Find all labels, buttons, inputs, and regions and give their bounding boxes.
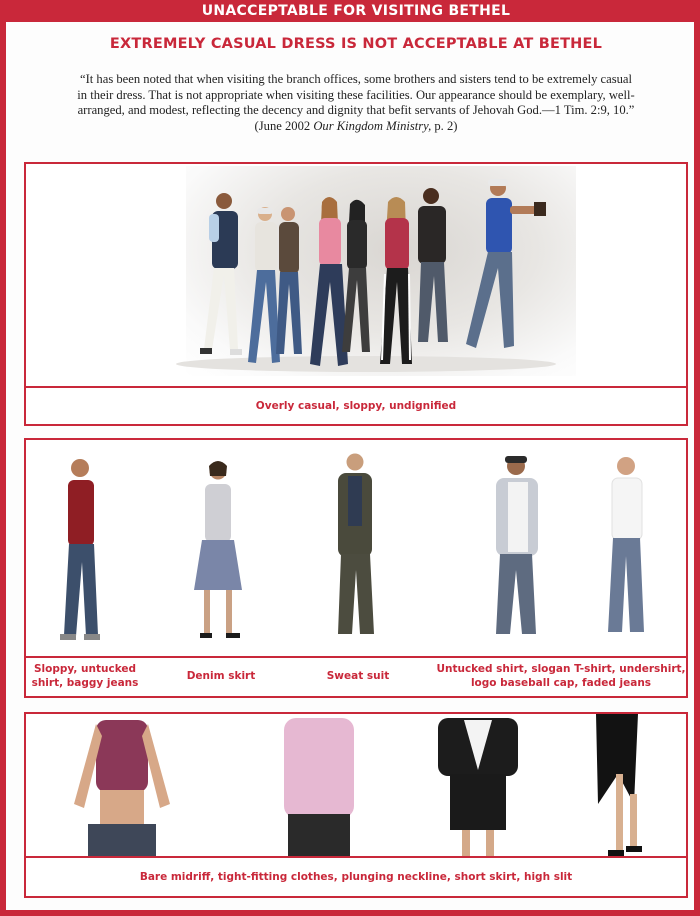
- walker-5: [342, 200, 370, 352]
- walker-2: [248, 207, 280, 363]
- figure-untucked-shirt: [496, 456, 538, 634]
- caption-sweat-suit: Sweat suit: [326, 670, 390, 682]
- figure-high-slit: [596, 714, 642, 856]
- caption-denim-skirt: Denim skirt: [186, 670, 256, 682]
- figure-denim-skirt: [194, 461, 242, 638]
- panel-group-photo: [24, 162, 688, 426]
- panel3-caption: Bare midriff, tight-fitting clothes, plunging neckline, short skirt, high slit: [139, 871, 573, 883]
- panel2-caption-strip: [26, 656, 686, 696]
- quote-paragraph: [76, 72, 636, 134]
- panel-individuals: [24, 438, 688, 698]
- immodest-photo: [26, 714, 686, 860]
- banner-title: UNACCEPTABLE FOR VISITING BETHEL: [6, 0, 700, 22]
- panel3-caption-strip: [26, 856, 686, 896]
- figure-white-tee: [608, 457, 644, 632]
- quote-text: “It has been noted that when visiting the branch offices, some brothers and sisters tend to be extremely casual in their dress. That is not appropriate when visiting these facilities. Our appearance should be exemplary, well-arranged, and modest, reflecting the decency and dignity that befit servants of Jehovah God.—1 Tim. 2:9, 10.” (June 2002: [77, 72, 635, 133]
- group-walking-photo: [26, 164, 686, 386]
- walker-1: [200, 193, 242, 355]
- walker-7: [418, 188, 448, 342]
- quote-source-page: p. 2): [431, 118, 458, 133]
- figure-bare-midriff: [74, 720, 170, 858]
- figure-sloppy-jeans: [60, 459, 100, 640]
- figure-short-skirt: [438, 718, 518, 858]
- individuals-photo: [26, 440, 686, 650]
- walker-4: [310, 197, 348, 366]
- figure-sweat-suit: [338, 454, 374, 635]
- walker-6: [380, 197, 412, 364]
- walker-3: [276, 207, 302, 354]
- caption-untucked-shirt: Untucked shirt, slogan T-shirt, undershirt, logo baseball cap, faded jeans: [436, 663, 686, 689]
- headline: EXTREMELY CASUAL DRESS IS NOT ACCEPTABLE AT BETHEL: [109, 36, 603, 52]
- caption-sloppy-jeans: Sloppy, untucked shirt, baggy jeans: [31, 663, 139, 689]
- panel1-caption-strip: [26, 386, 686, 424]
- panel1-caption: Overly casual, sloppy, undignified: [255, 400, 457, 412]
- walker-8: [466, 179, 546, 348]
- figure-tight-shirt: [284, 718, 354, 858]
- panel-immodest: [24, 712, 688, 898]
- quote-source-title: Our Kingdom Ministry,: [313, 118, 432, 133]
